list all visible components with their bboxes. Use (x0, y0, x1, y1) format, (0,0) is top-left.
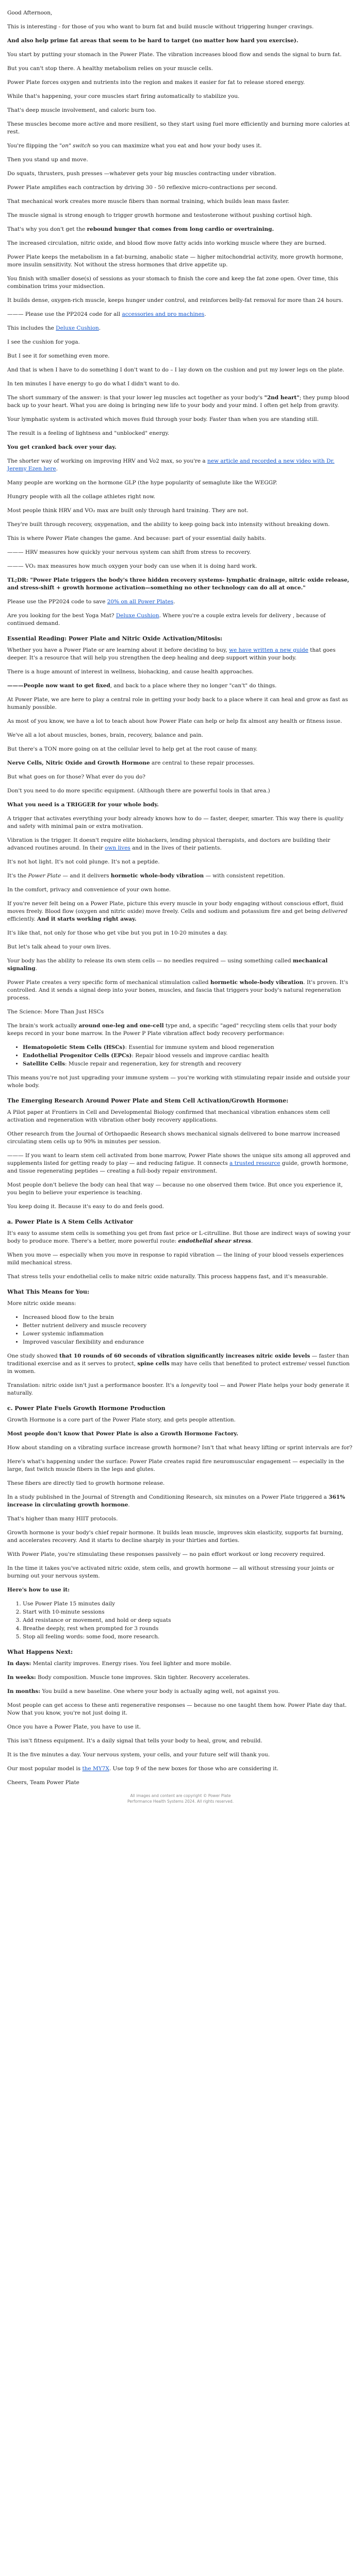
paragraph: The increased circulation, nitric oxide, and blood flow move fatty acids into working muscle where they are burned. (7, 240, 326, 246)
paragraph: Whether you have a Power Plate or are learning about it before deciding to buy, we have written a new guide that goes deeper. It's a resource that will help you strengthen the deep healing and deep support within your body. (7, 647, 336, 661)
paragraph: In the time it takes you've activated nitric oxide, stem cells, and growth hormone — all without stressing your joints or burning out your nervous system. (7, 1565, 334, 1579)
list-item: 5. Stop all feeling words: some food, more research. (23, 1633, 354, 1641)
section-heading: Essential Reading: Power Plate and Nitric Oxide Activation/Mitosis: (7, 635, 223, 642)
paragraph: This includes the Deluxe Cushion. (7, 325, 101, 331)
paragraph: But let's talk ahead to your own lives. (7, 944, 111, 950)
paragraph: It is the five minutes a day. Your nervous system, your cells, and your future self will thank you. (7, 1752, 270, 1758)
paragraph: I see the cushion for yoga. (7, 339, 80, 345)
paragraph: The short summary of the answer: is that your lower leg muscles act together as your body's "2nd heart"; they pump blood back up to your heart. What you are doing is bringing new life to your body and your mind. I often get help from gravity. (7, 395, 350, 409)
paragraph: Most people don't believe the body can heal that way — because no one observed them twice. But once you experience it, you begin to believe your experience is teaching. (7, 1182, 343, 1196)
list-item: • Increased blood flow to the brain (23, 1314, 354, 1321)
deluxe-cushion-link-2[interactable]: Deluxe Cushion (116, 613, 159, 619)
paragraph: Hungry people with all the collage athletes right now. (7, 494, 156, 500)
paragraph: ———People now want to get fixed, and back to a place where they no longer "can't" do things. (7, 683, 277, 689)
paragraph: Your lymphatic system is activated which moves fluid through your body. Faster than when you are standing still. (7, 416, 319, 422)
signoff: Cheers, Team Power Plate (7, 1780, 79, 1786)
tldr-paragraph: TL;DR: "Power Plate triggers the body's three hidden recovery systems- lymphatic drainage, nitric oxide release, and stress-shift + growth hormone activation—something no other technology can do all at once." (7, 577, 350, 591)
paragraph: It's like that, not only for those who get vibe but you put in 10-20 minutes a day. (7, 930, 228, 936)
paragraph: It's easy to assume stem cells is something you get from fast price or L-citrulline. But those are indirect ways of sowing your body to produce more. There's a better, more powerful route: endothelial shear stress. (7, 1230, 351, 1244)
paragraph: It builds dense, oxygen-rich muscle, keeps hunger under control, and reinforces belly-fat removal for more than 24 hours. (7, 297, 343, 303)
section-heading: What Happens Next: (7, 1649, 73, 1655)
paragraph: You keep doing it. Because it's easy to do and feels good. (7, 1204, 165, 1210)
paragraph: That mechanical work creates more muscle fibers than normal training, which builds lean mass faster. (7, 198, 290, 205)
paragraph: Then you stand up and move. (7, 157, 88, 163)
paragraph: If you're never felt being on a Power Plate, picture this every muscle in your body engaging without conscious effort, fluid moves freely. Blood flow (oxygen and nitric oxide) move freely. Cells and sodium and potassium fire and get being delivered efficiently. And it starts working right away. (7, 901, 348, 922)
paragraph: You're flipping the "on" switch so you can maximize what you eat and how your body uses it. (7, 143, 262, 149)
paragraph: A trigger that activates everything your body already knows how to do — faster, deeper, smarter. This way there is quality and safety with minimal pain or extra motivation. (7, 816, 343, 829)
paragraph: Other research from the Journal of Orthopaedic Research shows mechanical signals delivered to bone marrow increased circulating stem cells up to 90% in minutes per session. (7, 1131, 340, 1145)
footer-copyright: All images and content are copyright © Power Plate (130, 1793, 231, 1798)
nitric-oxide-list (7, 1314, 354, 1346)
paragraph: Most people can get access to these anti regenerative responses — because no one taught them how. Power Plate day that. Now that you know, you're not just doing it. (7, 1702, 347, 1716)
paragraph: You finish with smaller dose(s) of sessions as your stomach to finish the core and keep the fat zone open. Over time, this combination trims your midsection. (7, 276, 338, 290)
own-lives-link[interactable]: own lives (105, 845, 130, 851)
paragraph: In ten minutes I have energy to go do what I didn't want to do. (7, 381, 180, 387)
greeting: Good Afternoon, (7, 10, 53, 16)
on-switch-text: "on" switch (59, 143, 91, 149)
paragraph: This is where Power Plate changes the game. And because: part of your essential daily habits. (7, 535, 266, 541)
paragraph: What you need is a TRIGGER for your whole body. (7, 802, 159, 808)
list-item: 2. Start with 10-minute sessions (23, 1608, 354, 1616)
paragraph: Here's how to use it: (7, 1587, 70, 1593)
list-item: 4. Breathe deeply, rest when prompted for 3 rounds (23, 1625, 354, 1633)
paragraph: The shorter way of working on improving HRV and Vo2 max, so you're a new article and recorded a new video with Dr. Jeremy Ezen here. (7, 458, 335, 472)
paragraph: These fibers are directly tied to growth hormone release. (7, 1480, 165, 1486)
paragraph: At Power Plate, we are here to play a central role in getting your body back to a place where it can heal and grow as fast as humanly possible. (7, 697, 348, 710)
accessories-link[interactable]: accessories and pro machines (122, 311, 205, 317)
footer (7, 1793, 354, 1804)
list-item: • Lower systemic inflammation (23, 1330, 354, 1338)
paragraph: Most people think HRV and VO₂ max are built only through hard training. They are not. (7, 507, 249, 514)
paragraph: This means you're not just upgrading your immune system — you're working with stimulating repair inside and outside your whole body. (7, 1075, 350, 1089)
list-item: • Endothelial Progenitor Cells (EPCs): Repair blood vessels and improve cardiac health (23, 1052, 354, 1060)
hook-paragraph: And also help prime fat areas that seem to be hard to target (no matter how hard you exercise). (7, 38, 299, 44)
paragraph: That's higher than many HIIT protocols. (7, 1516, 118, 1522)
paragraph: Vibration is the trigger. It doesn't require elite biohackers, lending physical therapists, and doctors are building their advanced routines around. In their own lives and in the lives of their patients. (7, 837, 331, 851)
paragraph: Power Plate amplifies each contraction by driving 30 - 50 reflexive micro-contractions per second. (7, 184, 277, 191)
paragraph: Please use the PP2024 code to save 20% on all Power Plates. (7, 599, 175, 605)
paragraph: You start by putting your stomach in the Power Plate. The vibration increases blood flow and sends the signal to burn fat. (7, 52, 342, 58)
paragraph: Most people don't know that Power Plate is also a Growth Hormone Factory. (7, 1431, 238, 1437)
paragraph: ——— If you want to learn stem cell activated from bone marrow, Power Plate shows the unique sits among all approved and supplements listed for getting ready to play — and reducing fatigue. It connects a trusted resource guide, growth hormone, and tissue regenerating peptides — creating a full-body repair environment. (7, 1153, 351, 1174)
paragraph: ——— Please use the PP2024 code for all accessories and pro machines. (7, 311, 206, 317)
paragraph: Power Plate creates a very specific form of mechanical stimulation called hormetic whole-body vibration. It's proven. It's controlled. And it sends a signal deep into your bones, muscles, and fascia that triggers your body's natural regeneration process. (7, 979, 349, 1001)
paragraph: Translation: nitric oxide isn't just a performance booster. It's a longevity tool — and Power Plate helps your body generate it naturally. (7, 1382, 350, 1396)
paragraph: And that is when I have to do something I don't want to do – I lay down on the cushion and put my lower legs on the plate. (7, 367, 344, 373)
paragraph: Your body has the ability to release its own stem cells — no needles required — using something called mechanical signaling. (7, 958, 328, 972)
paragraph: In the comfort, privacy and convenience of your own home. (7, 887, 171, 893)
paragraph: Power Plate keeps the metabolism in a fat-burning, anabolic state — higher mitochondrial activity, more growth hormone, more insulin sensitivity. Not without the stress hormones that drive appetite up. (7, 254, 343, 268)
paragraph: ——— VO₂ max measures how much oxygen your body can use when it is doing hard work. (7, 563, 257, 569)
paragraph: But what goes on for those? What ever do you do? (7, 774, 145, 780)
new-guide-link[interactable]: we have written a new guide (228, 647, 308, 653)
paragraph: It's not hot light. It's not cold plunge. It's not a peptide. (7, 859, 160, 865)
how-to-list (7, 1600, 354, 1641)
list-item: • Improved vascular flexibility and endurance (23, 1338, 354, 1346)
paragraph: But I see it for something even more. (7, 353, 110, 359)
paragraph: A Pilot paper at Frontiers in Cell and Developmental Biology confirmed that mechanical vibration enhances stem cell activation and regeneration with vibration other body recovery applications. (7, 1109, 330, 1123)
paragraph: Here's what's happening under the surface: Power Plate creates rapid fire neuromuscular engagement — especially in the large, fast twitch muscle fibers in the legs and glutes. (7, 1459, 344, 1472)
paragraph: That's why you don't get the rebound hunger that comes from long cardio or overtraining. (7, 226, 274, 232)
deluxe-cushion-link[interactable]: Deluxe Cushion (56, 325, 99, 331)
paragraph: Growth hormone is your body's chief repair hormone. It builds lean muscle, improves skin elasticity, supports fat burning, and accelerates recovery. And it starts to decline sharply in your thirties and forties. (7, 1530, 343, 1544)
paragraph: It's the Power Plate — and it delivers hormetic whole-body vibration — with consistent repetition. (7, 873, 285, 879)
paragraph: Growth Hormone is a core part of the Power Plate story, and gets people attention. (7, 1417, 236, 1423)
paragraph: Don't you need to do more specific equipment. (Although there are powerful tools in that area.) (7, 788, 270, 794)
paragraph: More nitric oxide means: (7, 1300, 76, 1307)
list-item: • Satellite Cells: Muscle repair and regeneration, key for strength and recovery (23, 1060, 354, 1068)
paragraph: That stress tells your endothelial cells to make nitric oxide naturally. This process happens fast, and it's measurable. (7, 1274, 328, 1280)
intro-paragraph: This is interesting - for those of you who want to burn fat and build muscle without triggering hunger cravings. (7, 24, 314, 30)
paragraph: One study showed that 10 rounds of 60 seconds of vibration significantly increases nitric oxide levels — faster than traditional exercise and as it serves to protect, spine cells may have cells that benefited to protect extreme/ vessel function in women. (7, 1353, 350, 1375)
trusted-resource-link[interactable]: a trusted resource (229, 1160, 281, 1166)
my7x-link[interactable]: the MY7X (82, 1766, 109, 1772)
footer-rights: Performance Health Systems 2024. All rights reserved. (127, 1799, 234, 1804)
list-item: • Hematopoietic Stem Cells (HSCs): Essential for immune system and blood regeneration (23, 1044, 354, 1052)
paragraph: The result is a feeling of lightness and "unblocked" energy. (7, 430, 170, 436)
paragraph: Nerve Cells, Nitric Oxide and Growth Hormone are central to these repair processes. (7, 760, 255, 766)
power-plates-link[interactable]: 20% on all Power Plates (107, 599, 174, 605)
paragraph: How about standing on a vibrating surface increase growth hormone? Isn't that what heavy lifting or sprint intervals are for? (7, 1445, 353, 1451)
paragraph: Do squats, thrusters, push presses —whatever gets your big muscles contracting under vibration. (7, 171, 276, 177)
paragraph: Once you have a Power Plate, you have to use it. (7, 1724, 141, 1730)
paragraph: In weeks: Body composition. Muscle tone improves. Skin tighter. Recovery accelerates. (7, 1674, 250, 1681)
paragraph: With Power Plate, you're stimulating these responses passively — no pain effort workout or long recovery required. (7, 1551, 325, 1557)
paragraph: The brain's work actually around one-leg and one-cell type and, a specific "aged" recycling stem cells that your body keeps record in your bone marrow. In the Power P Plate vibration affect body recovery performance: (7, 1023, 337, 1037)
section-heading: What This Means for You: (7, 1289, 90, 1295)
paragraph: This isn't fitness equipment. It's a daily signal that tells your body to heal, grow, and rebuild. (7, 1738, 262, 1744)
paragraph: As most of you know, we have a lot to teach about how Power Plate can help or help fix almost any health or fitness issue. (7, 718, 342, 724)
paragraph: These muscles become more active and more resilient, so they start using fuel more efficiently and burning more calories at rest. (7, 121, 350, 135)
section-heading: c. Power Plate Fuels Growth Hormone Production (7, 1405, 166, 1412)
paragraph: We've all a lot about muscles, bones, brain, recovery, balance and pain. (7, 732, 203, 738)
paragraph: While that's happening, your core muscles start firing automatically to stabilize you. (7, 93, 240, 99)
section-heading: The Emerging Research Around Power Plate and Stem Cell Activation/Growth Hormone: (7, 1097, 289, 1104)
paragraph: There is a huge amount of interest in wellness, biohacking, and cause health approaches. (7, 669, 254, 675)
paragraph: Are you looking for the best Yoga Mat? Deluxe Cushion. Where you're a couple extra levels for delivery , because of continued demand. (7, 613, 326, 626)
paragraph: ——— HRV measures how quickly your nervous system can shift from stress to recovery. (7, 549, 251, 555)
paragraph: Many people are working on the hormone GLP (the hype popularity of semaglute like the WEGGP. (7, 480, 277, 486)
paragraph: In months: You build a new baseline. One where your body is actually aging well, not against you. (7, 1688, 280, 1694)
paragraph: In a study published in the Journal of Strength and Conditioning Research, six minutes on a Power Plate triggered a 361% increase in circulating growth hormone. (7, 1494, 346, 1508)
paragraph: Power Plate forces oxygen and nutrients into the region and makes it easier for fat to release stored energy. (7, 79, 305, 86)
paragraph: But you can't stop there. A healthy metabolism relies on your muscle cells. (7, 65, 213, 72)
paragraph: In days: Mental clarity improves. Energy rises. You feel lighter and more mobile. (7, 1660, 232, 1667)
paragraph: That's deep muscle involvement, and caloric burn too. (7, 107, 156, 113)
paragraph: When you move — especially when you move in response to rapid vibration — the lining of your blood vessels experiences mild mechanical stress. (7, 1252, 344, 1266)
paragraph: You get cranked back over your day. (7, 444, 117, 450)
list-item: • Better nutrient delivery and muscle recovery (23, 1322, 354, 1330)
paragraph: Our most popular model is the MY7X. Use top 9 of the new boxes for those who are considering it. (7, 1766, 279, 1772)
paragraph: But there's a TON more going on at the cellular level to help get at the root cause of many. (7, 746, 258, 752)
article-video-link[interactable]: new article and recorded a new video with Dr. Jeremy Ezen here (7, 458, 335, 472)
paragraph: The muscle signal is strong enough to trigger growth hormone and testosterone without pushing cortisol high. (7, 212, 313, 218)
stem-cell-list (7, 1044, 354, 1068)
list-item: 3. Add resistance or movement, and hold or deep squats (23, 1617, 354, 1624)
list-item: 1. Use Power Plate 15 minutes daily (23, 1600, 354, 1608)
paragraph: The Science: More Than Just HSCs (7, 1009, 104, 1015)
section-heading: a. Power Plate is A Stem Cells Activator (7, 1218, 134, 1225)
paragraph: They're built through recovery, oxygenation, and the ability to keep going back into intensity without breaking down. (7, 521, 330, 528)
